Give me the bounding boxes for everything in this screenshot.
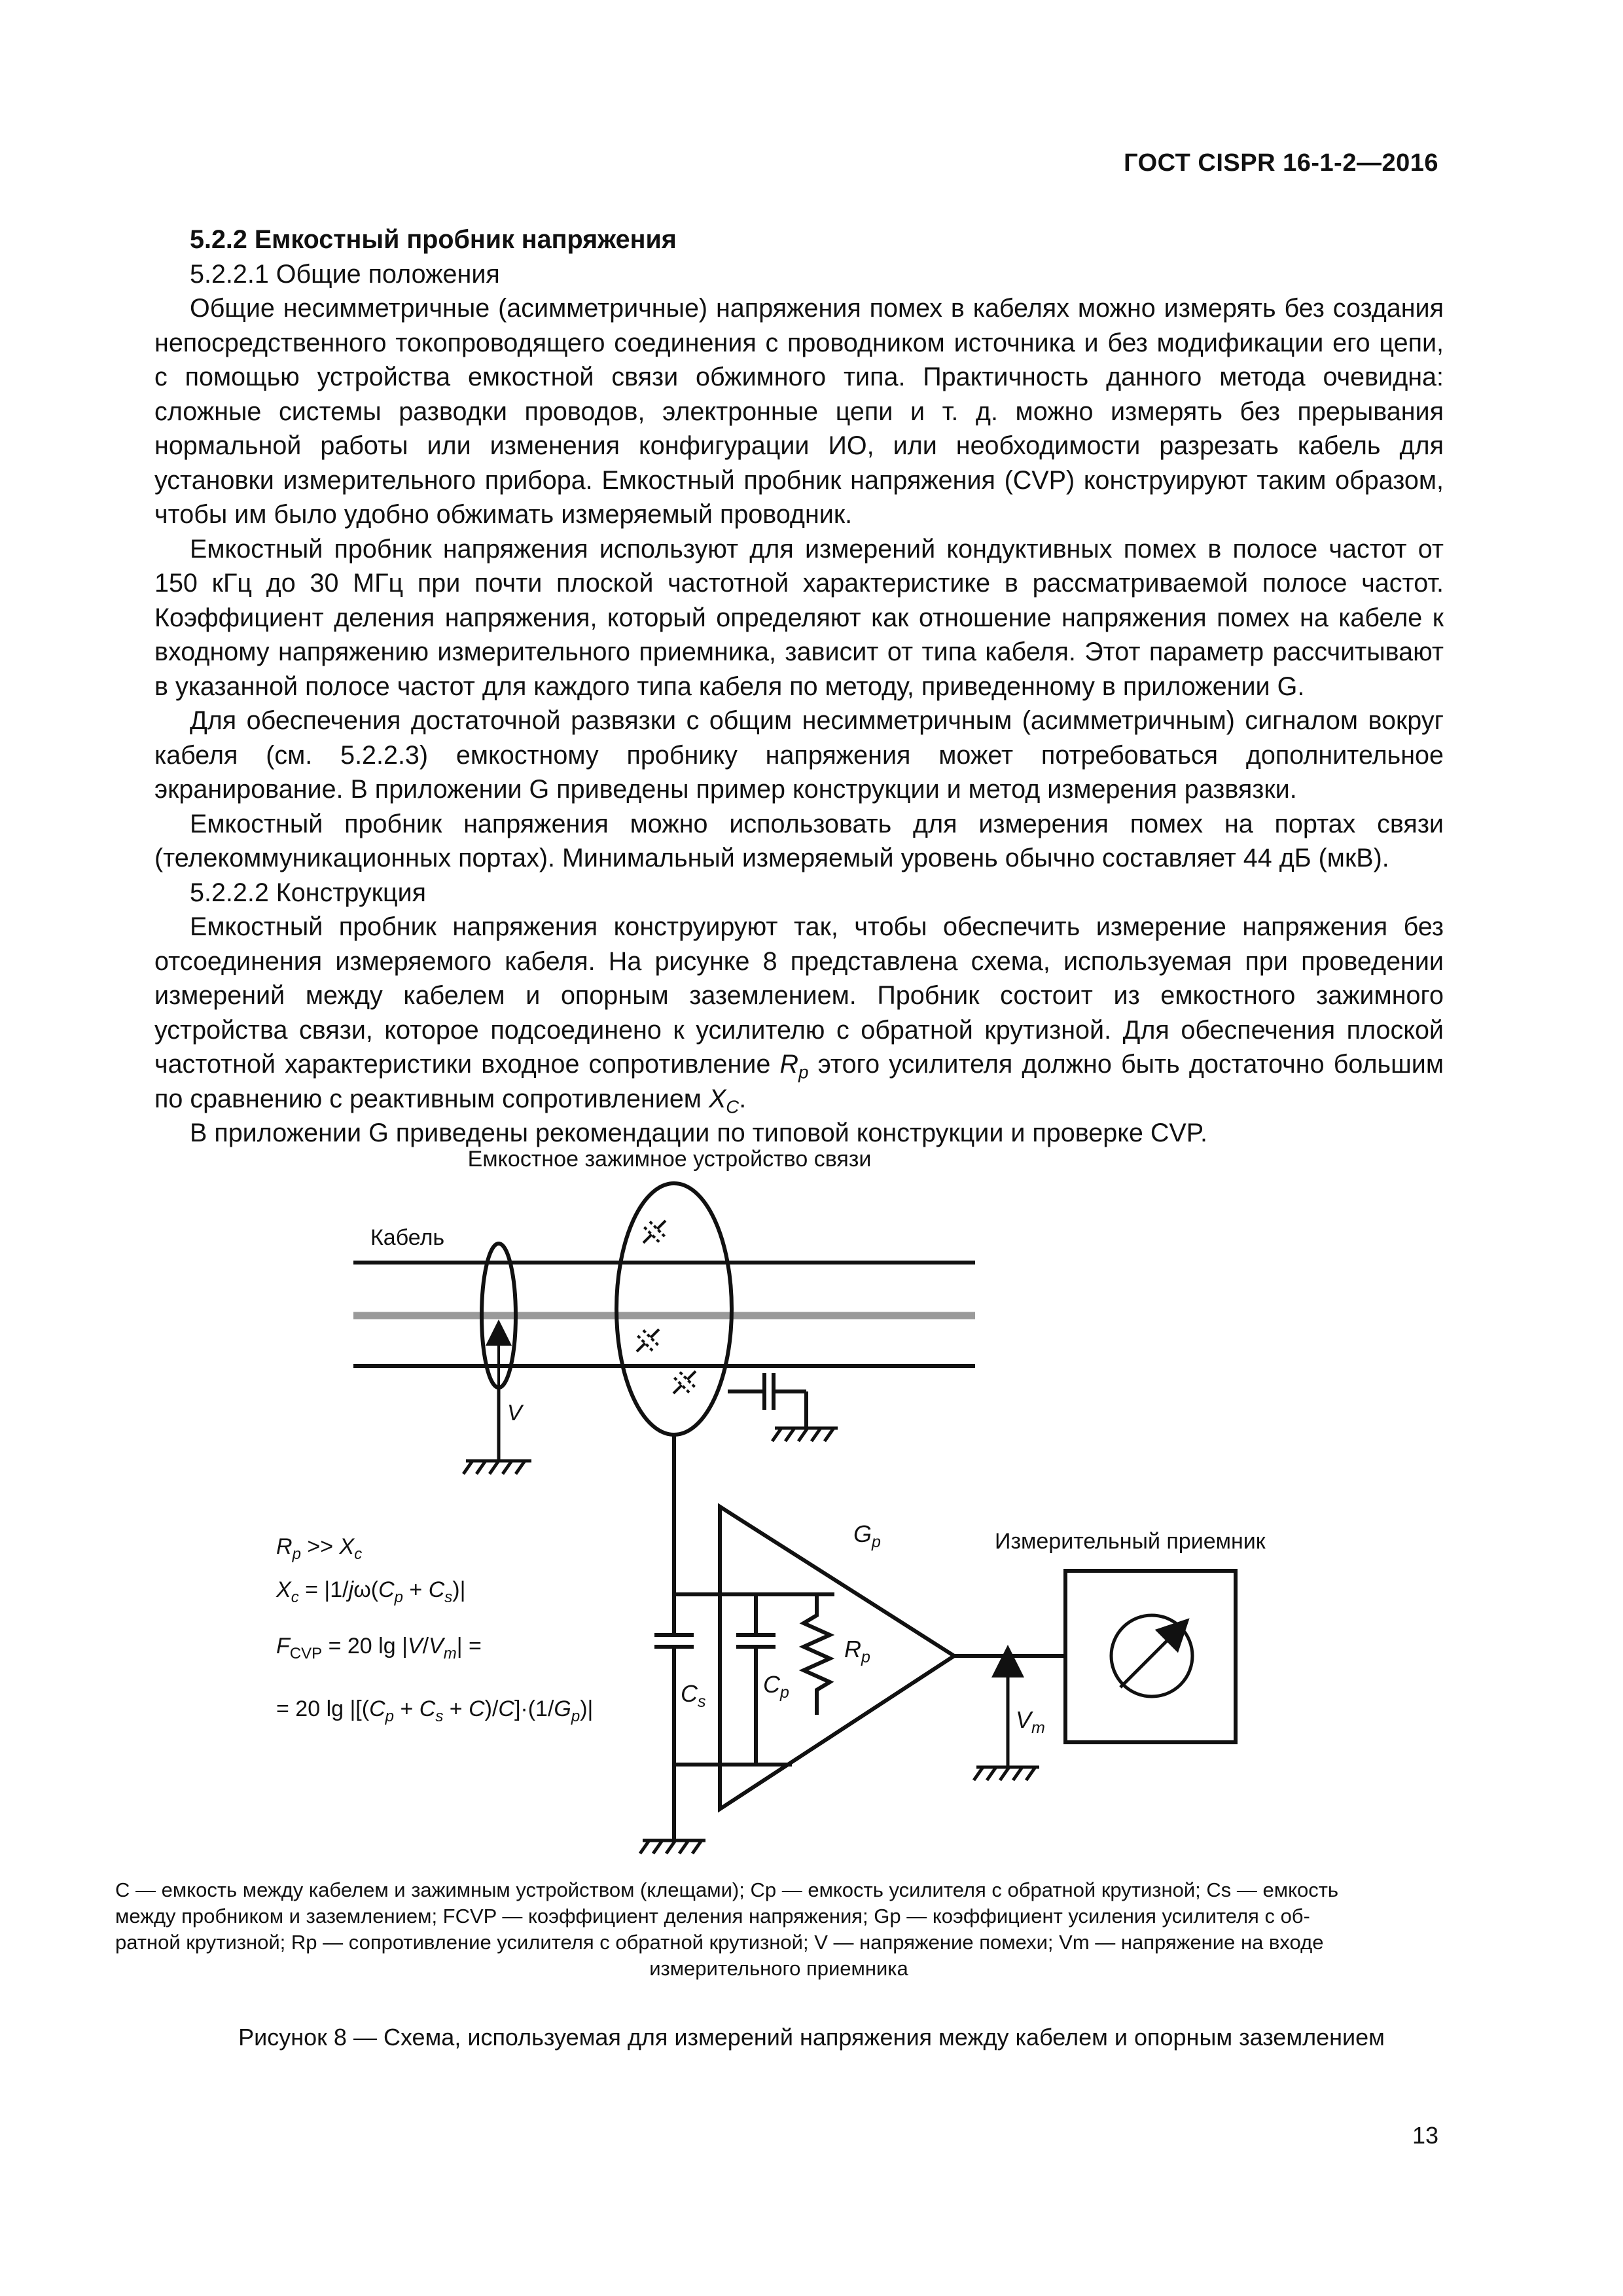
cable-label: Кабель [370, 1225, 445, 1250]
rp-label: $R_p$ [844, 1636, 870, 1666]
figure-caption: Рисунок 8 — Схема, используемая для измерений напряжения между кабелем и опорным заземлением [238, 2024, 1385, 2051]
ground-icon [640, 1840, 705, 1854]
equations [276, 1534, 593, 1725]
legend-line: ратной крутизной; Rp — сопротивление усилителя с обратной крутизной; V — напряжение помехи; Vm — напряжение на входе [115, 1931, 1324, 1954]
standard-header: ГОСТ CISPR 16-1-2—2016 [1124, 149, 1438, 177]
coupling-capacitor-icons [630, 1213, 704, 1401]
clamp-label: Емкостное зажимное устройство связи [467, 1147, 872, 1172]
paragraph: Емкостный пробник напряжения можно использовать для измерения помех на портах связи (телекоммуникационных портах). Минимальный измеряемый уровень обычно составляет 44 дБ (мкВ). [154, 809, 1444, 872]
subsection-heading-construction: 5.2.2.2 Конструкция [190, 878, 427, 907]
legend-line: C — емкость между кабелем и зажимным устройством (клещами); Cp — емкость усилителя с обратной крутизной; Cs — емкость [115, 1878, 1339, 1901]
ground-icon [974, 1767, 1039, 1780]
paragraph: В приложении G приведены рекомендации по типовой конструкции и проверке CVP. [190, 1119, 1207, 1147]
equation-xc: $X_c = |1/j\omega(C_p + C_s)|$ [276, 1577, 466, 1606]
paragraph-construction: Емкостный пробник напряжения конструируют так, чтобы обеспечить измерение напряжения без отсоединения измеряемого кабеля. На рисунке 8 представлена схема, используемая при проведении измерений между кабелем и опорным заземлением. Пробник состоит из емкостного зажимного устройства связи, которое подсоединено к усилителю с обратной крутизной. Для обеспечения плоской частотной характеристики входное сопротивление $R_p$ этого усилителя должно быть достаточно большим по сравнению с реактивным сопротивлением $X_C$. [154, 912, 1444, 1117]
vm-label: $V_m$ [1016, 1706, 1045, 1737]
paragraph: Емкостный пробник напряжения используют для измерений кондуктивных помех в полосе частот от 150 кГц до 30 МГц при почти плоской частотной характеристике в рассматриваемой полосе частот. Коэффициент деления напряжения, который определяют как отношение напряжения помех на кабеле к входному напряжению измерительного приемника, зависит от типа кабеля. Этот параметр рассчитывают в указанной полосе частот для каждого типа кабеля по методу, приведенному в приложении G. [154, 534, 1444, 701]
cs-label: $C_s$ [681, 1680, 706, 1711]
paragraph: Для обеспечения достаточной развязки с общим несимметричным (асимметричным) сигналом вокруг кабеля (см. 5.2.2.3) емкостному пробнику напряжения может потребоваться дополнительное экранирование. В приложении G приведены пример конструкции и метод измерения развязки. [154, 706, 1444, 804]
v-label: V [507, 1401, 522, 1426]
equation-fcvp-expanded: = 20 $\lg |[(C_p + C_s + C)/C]\cdot(1/G_p)|$ [276, 1696, 594, 1725]
meter-icon [1111, 1615, 1192, 1696]
ground-icon [772, 1428, 838, 1441]
receiver-label: Измерительный приемник [995, 1529, 1266, 1554]
cp-label: $C_p$ [763, 1671, 789, 1702]
gp-label: $G_p$ [853, 1520, 881, 1551]
clamp-ellipse [616, 1183, 732, 1435]
legend-line: между пробником и заземлением; FCVP — коэффициент деления напряжения; Gp — коэффициент усиления усилителя с об- [115, 1905, 1310, 1928]
rp-resistor [804, 1594, 830, 1715]
cs-capacitor [654, 1635, 694, 1647]
legend-line: измерительного приемника [649, 1957, 908, 1980]
section-heading: 5.2.2 Емкостный пробник напряжения [190, 225, 677, 254]
paragraph: Общие несимметричные (асимметричные) напряжения помех в кабелях можно измерять без создания непосредственного токопроводящего соединения с проводником источника и без модификации его цепи, с помощью устройства емкостной связи обжимного типа. Практичность данного метода очевидна: сложные системы разводки проводов, электронные цепи и т. д. можно измерять без прерывания нормальной работы или изменения конфигурации ИО, или необходимости разрезать кабель для установки измерительного прибора. Емкостный пробник напряжения (CVP) конструируют таким образом, чтобы им было удобно обжимать измеряемый проводник. [154, 294, 1444, 529]
clamp-capacitor-to-ground [728, 1373, 806, 1428]
cable [353, 1263, 975, 1366]
equation-fcvp: $F_{CVP} = 20$ $\lg |V/V_m|$ = [276, 1634, 482, 1662]
page-number: 13 [1412, 2122, 1438, 2149]
subsection-heading-general: 5.2.2.1 Общие положения [190, 259, 500, 289]
figure-legend [115, 1877, 1442, 1982]
equation-rp-xc: $R_p >> X_c$ [276, 1534, 363, 1563]
